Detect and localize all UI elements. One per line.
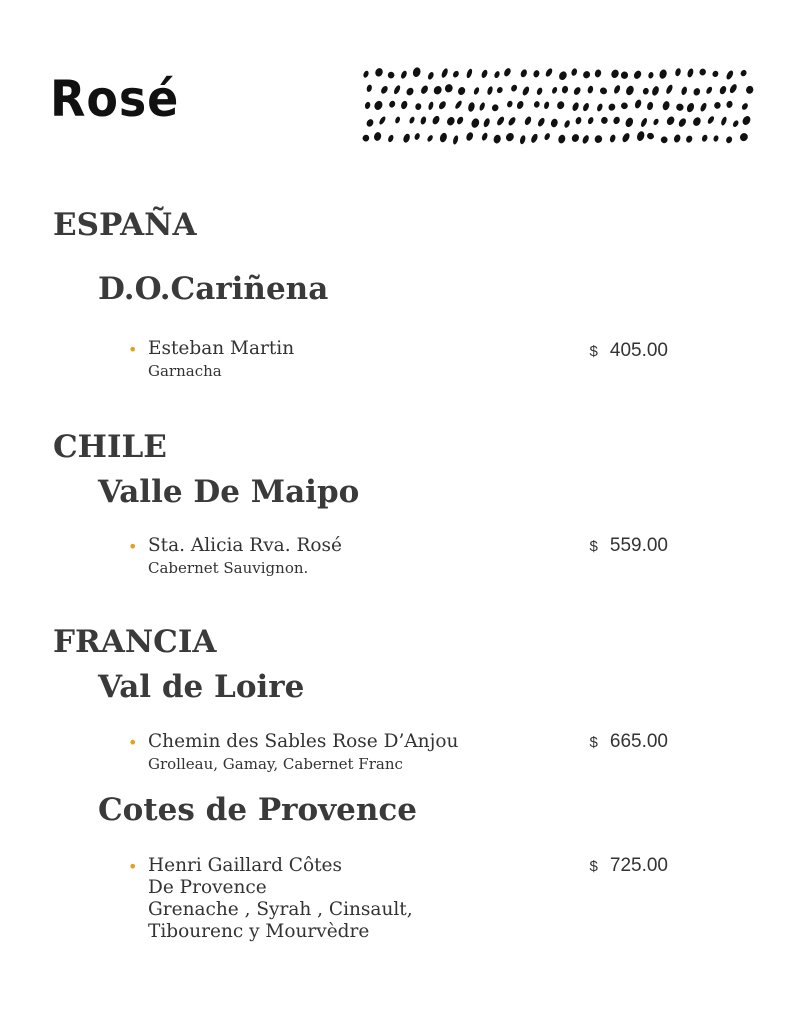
pattern-dot [658,69,668,80]
pattern-dot [420,84,430,95]
pattern-dot [378,116,387,126]
pattern-dot [738,132,749,143]
pattern-dot [613,84,622,94]
pattern-dot [607,102,616,112]
pattern-dot [648,71,655,79]
pattern-dot [741,102,749,111]
pattern-dot [725,135,733,144]
pattern-dot [473,86,480,95]
pattern-dot [415,103,423,111]
pattern-dot [732,119,740,128]
pattern-dot [373,99,384,111]
pattern-dot [440,68,449,79]
pattern-dot [364,101,371,109]
pattern-dot [550,118,559,128]
wine-name-line1: Henri Gaillard Côtes [148,855,342,876]
pattern-dot [739,69,747,78]
pattern-dot [521,85,530,96]
pattern-dot [506,100,513,108]
pattern-dot [725,69,734,80]
pattern-dot [530,133,539,144]
pattern-dot [507,116,517,127]
pattern-dot [478,102,485,112]
pattern-dot [634,99,643,109]
region-heading-maipo: Valle De Maipo [98,474,360,510]
pattern-dot [646,132,655,141]
pattern-dot [446,116,457,127]
pattern-dot [380,85,389,95]
bullet-icon: • [128,537,138,556]
pattern-dot [594,69,602,78]
pattern-dot [400,100,408,110]
pattern-dot [642,87,650,95]
pattern-dot [414,132,421,140]
pattern-dot [701,134,709,143]
pattern-dot [536,87,544,96]
pattern-dot [387,134,394,143]
pattern-dot [685,135,694,144]
price-value: 405.00 [609,340,668,361]
currency-symbol: $ [589,858,598,875]
pattern-dot [596,103,604,112]
pattern-dot [503,67,512,77]
pattern-dot [624,117,634,129]
pattern-dot [537,117,546,128]
pattern-dot [570,68,578,77]
pattern-dot [575,116,583,125]
pattern-dot [452,135,459,145]
pattern-dot [493,134,502,144]
pattern-dot [438,100,448,111]
pattern-dot [625,85,635,97]
pattern-dot [420,116,427,125]
pattern-dot [427,71,435,80]
region-heading-carinena: D.O.Cariñena [98,271,329,307]
pattern-dot [373,131,382,141]
pattern-dot [686,68,694,78]
region-heading-loire: Val de Loire [98,669,305,705]
region-heading-provence: Cotes de Provence [98,792,418,828]
pattern-dot [636,130,646,142]
pattern-dot [711,70,719,78]
pattern-dot [519,135,526,145]
pattern-dot [431,115,441,126]
pattern-dot [713,101,722,110]
pattern-dot [456,116,465,126]
pattern-dot [470,117,480,129]
pattern-dot [720,116,728,126]
pattern-dot [366,84,373,92]
pattern-dot [504,131,515,142]
country-heading-chile: CHILE [53,429,167,465]
pattern-dot [674,68,681,77]
wine-price [590,535,668,558]
pattern-dot [496,86,504,94]
pattern-dot [582,102,590,112]
pattern-dot [533,100,540,108]
wine-name-line2: De Provence [148,877,267,898]
pattern-dot [482,117,490,128]
pattern-dot [519,68,528,78]
pattern-dot [665,115,676,126]
pattern-dot [394,116,401,124]
pattern-dot [543,132,551,141]
pattern-dot [557,134,566,144]
pattern-dot [600,116,608,125]
pattern-dot [726,100,734,109]
pattern-dot [686,102,696,113]
wine-price [590,340,668,363]
pattern-dot [426,134,434,142]
pattern-dot [621,132,631,143]
pattern-dot [571,133,581,143]
pattern-dot [362,70,369,79]
pattern-dot [412,66,422,78]
pattern-dot [486,86,493,96]
pattern-dot [706,115,715,125]
pattern-dot [402,133,411,144]
pattern-dot [593,134,603,144]
pattern-dot [705,86,713,95]
pattern-dot [609,134,616,143]
pattern-dot [587,85,594,94]
pattern-dot [428,101,435,111]
pattern-dot [510,84,518,93]
pattern-dot [452,70,460,79]
wine-name: Sta. Alicia Rva. Rosé [148,535,342,556]
bullet-icon: • [128,857,138,876]
wine-grape: Grolleau, Gamay, Cabernet Franc [148,755,403,773]
pattern-dot [692,116,703,127]
pattern-dot [581,134,590,144]
pattern-dot [572,86,581,96]
pattern-dot [728,83,738,94]
pattern-dot [551,86,558,94]
pattern-dot [675,103,684,112]
pattern-dot [558,70,569,81]
pattern-dot [388,100,396,109]
pattern-dot [677,117,687,128]
pattern-dot [467,102,475,113]
pattern-dot [443,83,454,94]
price-value: 665.00 [609,731,668,752]
pattern-dot [692,87,701,96]
currency-symbol: $ [589,538,598,555]
wine-price [590,855,668,878]
pattern-dot [571,101,580,111]
pattern-dot [582,70,592,80]
pattern-dot [651,85,660,96]
pattern-dot [745,85,754,95]
pattern-dot [652,118,659,126]
pattern-dot [361,134,370,143]
bullet-icon: • [128,733,138,752]
dotted-pattern-decoration [358,64,758,150]
pattern-dot [662,100,671,111]
pattern-dot [544,67,553,78]
country-heading-francia: FRANCIA [53,624,217,660]
pattern-dot [480,69,488,79]
currency-symbol: $ [589,734,598,751]
pattern-dot [673,134,682,144]
pattern-dot [439,132,448,143]
pattern-dot [465,131,474,142]
wine-price [590,731,668,754]
pattern-dot [660,135,669,144]
wine-grape-line1: Grenache , Syrah , Cinsault, [148,899,413,920]
pattern-dot [405,86,415,96]
pattern-dot [432,85,443,96]
pattern-dot [393,84,402,95]
pattern-dot [491,103,500,112]
price-value: 559.00 [609,535,668,556]
pattern-dot [496,115,506,126]
pattern-dot [365,118,375,128]
pattern-dot [493,70,500,79]
pattern-dot [516,100,525,110]
pattern-dot [599,86,608,95]
pattern-dot [524,116,533,127]
wine-grape-line2: Tibourenc y Mourvèdre [148,921,370,942]
pattern-dot [563,119,571,128]
pattern-dot [408,116,415,124]
pattern-dot [698,68,707,77]
pattern-dot [481,132,489,142]
pattern-dot [400,70,408,80]
pattern-dot [532,69,540,78]
pattern-dot [632,69,642,80]
pattern-dot [612,116,621,126]
pattern-dot [387,71,396,80]
pattern-dot [543,101,550,110]
price-value: 725.00 [609,855,668,876]
pattern-dot [620,101,629,110]
page-title: Rosé [50,70,180,128]
wine-grape: Garnacha [148,362,222,380]
pattern-dot [699,102,708,112]
country-heading-espana: ESPAÑA [53,207,197,243]
pattern-dot [741,115,752,127]
pattern-dot [680,86,688,96]
pattern-dot [719,85,728,95]
pattern-dot [646,101,654,111]
wine-name: Chemin des Sables Rose D’Anjou [148,731,459,752]
currency-symbol: $ [589,343,598,360]
pattern-dot [610,68,620,79]
pattern-dot [556,100,566,110]
pattern-dot [374,67,384,78]
pattern-dot [466,68,474,79]
pattern-dot [620,71,629,80]
pattern-dot [640,117,649,128]
pattern-dot [713,135,720,143]
pattern-dot [665,84,674,95]
pattern-dot [587,116,595,125]
pattern-dot [454,100,463,110]
wine-name: Esteban Martin [148,338,295,359]
pattern-dot [561,85,569,94]
wine-grape: Cabernet Sauvignon. [148,559,309,577]
pattern-dot [457,86,467,96]
bullet-icon: • [128,340,138,359]
